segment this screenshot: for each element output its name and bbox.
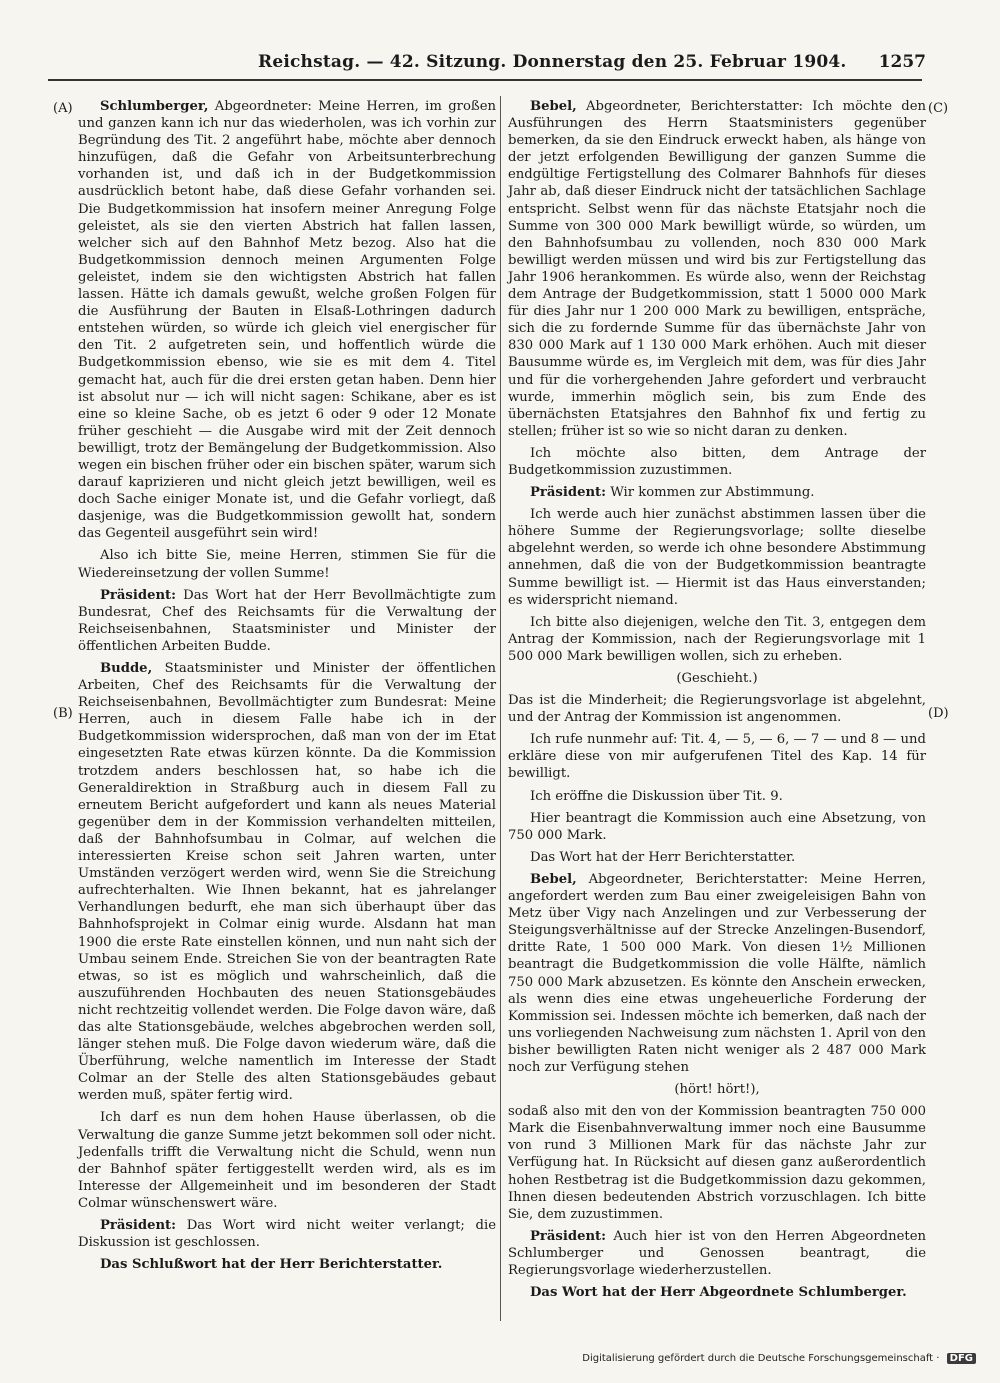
speaker-name: Budde, [100, 661, 153, 676]
running-title: Reichstag. — 42. Sitzung. Donnerstag den 25. Februar 1904. [258, 52, 847, 72]
paragraph [508, 98, 926, 440]
paragraph-text: Abgeordneter, Berichterstatter: Meine Herren, angefordert werden zum Bau einer zweigeleisigen Bahn von Metz über Vigy nach Anzelingen und zur Verbesserung der Steigungsverhältnisse auf der Strecke Anzelingen-Busendorf, dritte Rate, 1 500 000 Mark. Von diesen 1½ Millionen beantragt die Budgetkommission die volle Hälfte, nämlich 750 000 Mark abzusetzen. Es könnte den Anschein erwecken, als wenn dies eine etwas ungeheuerliche Forderung der Kommission sei. Indessen möchte ich bemerken, daß nach der uns vorliegenden Nachweisung zum nächsten 1. April von den bisher bewilligten Raten nicht weniger als 2 487 000 Mark noch zur Verfügung stehen [508, 871, 926, 1075]
paragraph [508, 871, 926, 1076]
margin-marker-b: (B) [53, 706, 73, 721]
speaker-name: Präsident: [100, 587, 177, 603]
paragraph-text: Wir kommen zur Abstimmung. [606, 485, 815, 501]
paragraph [508, 484, 926, 501]
paragraph: Ich darf es nun dem hohen Hause überlassen, ob die Verwaltung die ganze Summe jetzt bekommen soll oder nicht. Jedenfalls trifft die Verwaltung nicht die Schuld, wenn nun der Bahnhof später fertiggestellt werden wird, als es im Interesse der Allgemeinheit und im besonderen der Stadt Colmar wünschenswert wäre. [78, 1110, 496, 1211]
speaker-name: Präsident: [530, 485, 607, 501]
speaker-name: Schlumberger, [100, 99, 209, 114]
paragraph-text: Auch hier ist von den Herren Abgeordneten Schlumberger und Genossen beantragt, die Regierungsvorlage wiederherzustellen. [508, 1228, 926, 1278]
speaker-name: Präsident: [530, 1228, 607, 1244]
paragraph: (Geschieht.) [676, 671, 758, 686]
paragraph [78, 1217, 496, 1251]
speaker-name: Bebel, [530, 871, 577, 887]
page-header [0, 52, 1000, 74]
paragraph-text: Abgeordneter: Meine Herren, im großen und ganzen kann ich nur das wiederholen, was ich vorhin zur Begründung des Tit. 2 angeführt habe, möchte aber dennoch hinzufügen, daß die Gefahr von Arbeitsunterbrechung vorhanden ist, und daß ich in der Budgetkommission ausdrücklich betont habe, daß diese Gefahr vorhanden sei. Die Budgetkommission hat insofern meiner Anregung Folge geleistet, als sie den vierten Abstrich hat fallen lassen, welcher sich auf den Bahnhof Metz bezog. Also hat die Budgetkommission dennoch meinen Argumenten Folge geleistet, indem sie den wichtigsten Abstrich hat fallen lassen. Hätte ich damals gewußt, welche großen Folgen für die Ausführung der Bauten in Elsaß-Lothringen dadurch entstehen würden, so würde ich gleich viel energischer für den Tit. 2 aufgetreten sein, und hoffentlich würde die Budgetkommission ebenso, wie sie es mit dem 4. Titel gemacht hat, auch für die drei ersten getan haben. Denn hier ist absolut nur — ich will nicht sagen: Schikane, aber es ist eine so kleine Sache, ob es jetzt 6 oder 9 oder 12 Monate früher geschieht — die Ausgabe wird mit der Zeit dennoch bewilligt, trotz der Bemängelung der Budgetkommission. Also wegen ein bischen früher oder ein bischen später, warum sich darauf kaprizieren und nicht gleich jetzt bewilligen, weil es doch Sache einiger Monate ist, und die Gefahr vorliegt, daß dasjenige, was die Budgetkommission gewollt hat, sondern das Gegenteil ausgeführt sein wird! [78, 99, 496, 542]
paragraph-text: Das Wort wird nicht weiter verlangt; die Diskussion ist geschlossen. [78, 1218, 496, 1251]
paragraph: Ich bitte also diejenigen, welche den Tit. 3, entgegen dem Antrag der Kommission, nach der Regierungsvorlage mit 1 500 000 Mark bewilligen wollen, sich zu erheben. [508, 614, 926, 664]
speaker-name: Präsident: [100, 1218, 177, 1233]
margin-marker-c: (C) [928, 101, 949, 116]
paragraph [508, 1228, 926, 1279]
column-divider [500, 96, 501, 1321]
paragraph: Das ist die Minderheit; die Regierungsvorlage ist abgelehnt, und der Antrag der Kommission ist angenommen. [508, 693, 926, 726]
margin-marker-a: (A) [53, 101, 73, 116]
margin-marker-d: (D) [928, 706, 949, 721]
paragraph [78, 660, 496, 1104]
paragraph: Also ich bitte Sie, meine Herren, stimmen Sie für die Wiedereinsetzung der vollen Summe! [78, 548, 496, 581]
right-column [508, 98, 926, 1306]
paragraph: (hört! hört!), [674, 1082, 760, 1098]
digitization-credit [582, 1353, 976, 1369]
paragraph: sodaß also mit den von der Kommission beantragten 750 000 Mark die Eisenbahnverwaltung immer noch eine Bausumme von rund 3 Millionen Mark für das nächste Jahr zur Verfügung hat. In Rücksicht auf diesen ganz außerordentlich hohen Restbetrag ist die Budgetkommission dazu gekommen, Ihnen diesen bedeutenden Abstrich vorzuschlagen. Ich bitte Sie, dem zuzustimmen. [508, 1104, 926, 1222]
paragraph: Ich möchte also bitten, dem Antrage der Budgetkommission zuzustimmen. [508, 445, 926, 478]
speaker-name: Bebel, [530, 99, 577, 114]
paragraph: Das Wort hat der Herr Berichterstatter. [530, 849, 796, 865]
paragraph-text: Das Wort hat der Herr Bevollmächtigte zum Bundesrat, Chef des Reichsamts für die Verwaltung der Reichseisenbahnen, Staatsminister und Minister der öffentlichen Arbeiten Budde. [78, 587, 496, 654]
page-number: 1257 [878, 52, 926, 72]
footer-text: Digitalisierung gefördert durch die Deutsche Forschungsgemeinschaft · [582, 1353, 940, 1364]
paragraph: Hier beantragt die Kommission auch eine Absetzung, von 750 000 Mark. [508, 810, 926, 843]
paragraph-text: Abgeordneter, Berichterstatter: Ich möchte den Ausführungen des Herrn Staatsministers gegenüber bemerken, da sie den Eindruck erweckt haben, als hänge von der jetzt erfolgenden Bewilligung der ganzen Summe die endgültige Fertigstellung des Colmarer Bahnhofs für dieses Jahr ab, daß dieser Eindruck nicht der tatsächlichen Sachlage entspricht. Selbst wenn für das nächste Etatsjahr noch die Summe von 300 000 Mark bewilligt würde, so würden, um den Bahnhofsumbau zu vollenden, noch 830 000 Mark bewilligt werden müssen und wird bis zur Fertigstellung das Jahr 1906 herankommen. Es würde also, wenn der Reichstag dem Antrage der Budgetkommission, statt 1 5000 000 Mark für dies Jahr nur 1 200 000 Mark zu bewilligen, entspräche, sich die zu fordernde Summe für das übernächste Jahr von 830 000 Mark auf 1 130 000 Mark erhöhen. Auch mit dieser Bausumme würde es, im Vergleich mit dem, was für dies Jahr und für die vorhergehenden Jahre gefordert und verbraucht wurde, immerhin möglich sein, bis zum Ende des übernächsten Etatsjahres den Bahnhof fix und fertig zu stellen; früher ist so wie so nicht daran zu denken. [508, 99, 926, 439]
header-rule [48, 79, 922, 81]
left-column [78, 98, 496, 1278]
paragraph [78, 587, 496, 655]
paragraph: Das Wort hat der Herr Abgeordnete Schlumberger. [530, 1285, 907, 1301]
paragraph [78, 98, 496, 542]
dfg-logo: DFG [947, 1353, 976, 1364]
paragraph: Ich werde auch hier zunächst abstimmen lassen über die höhere Summe der Regierungsvorlage; sollte dieselbe abgelehnt werden, so werde ich ohne besondere Abstimmung annehmen, daß die von der Budgetkommission beantragte Summe bewilligt ist. — Hiermit ist das Haus einverstanden; es widerspricht niemand. [508, 507, 926, 608]
paragraph: Das Schlußwort hat der Herr Berichterstatter. [100, 1257, 443, 1273]
paragraph-text: Staatsminister und Minister der öffentlichen Arbeiten, Chef des Reichsamts für die Verwaltung der Reichseisenbahnen, Bevollmächtigter zum Bundesrat: Meine Herren, auch in diesem Falle habe ich in der Budgetkommission widersprochen, daß man von der im Etat eingesetzten Rate etwas kürzen könnte. Da die Kommission trotzdem anders beschlossen hat, so habe ich die Generaldirektion in Straßburg auch in diesem Fall zu erneutem Bericht aufgefordert und kann als neues Material gegenüber dem in der Kommission verhandelten mitteilen, daß der Bahnhofsumbau in Colmar, auf welchen die interessierten Kreise schon seit Jahren warten, unter Umständen verzögert werden wird, wenn Sie die Streichung aufrechterhalten. Wie Ihnen bekannt, hat es jahrelanger Verhandlungen bedurft, ehe man sich überhaupt über das Bahnhofsprojekt in Colmar einig wurde. Alsdann hat man 1900 die erste Rate einstellen können, und nun naht sich der Umbau seinem Ende. Streichen Sie von der beantragten Rate etwas, so ist es möglich und wahrscheinlich, daß die auszuführenden Hochbauten des neuen Stationsgebäudes nicht rechtzeitig vollendet werden. Die Folge davon wäre, daß das alte Stationsgebäude, welches abgebrochen werden soll, länger stehen muß. Die Folge davon wiederum wäre, daß die Überführung, welche namentlich im Interesse der Stadt Colmar an der Stelle des alten Stationsgebäudes gebaut werden muß, später fertig wird. [78, 661, 496, 1104]
paragraph: Ich eröffne die Diskussion über Tit. 9. [530, 788, 783, 804]
paragraph: Ich rufe nunmehr auf: Tit. 4, — 5, — 6, — 7 — und 8 — und erkläre diese von mir aufgerufenen Titel des Kap. 14 für bewilligt. [508, 732, 926, 782]
